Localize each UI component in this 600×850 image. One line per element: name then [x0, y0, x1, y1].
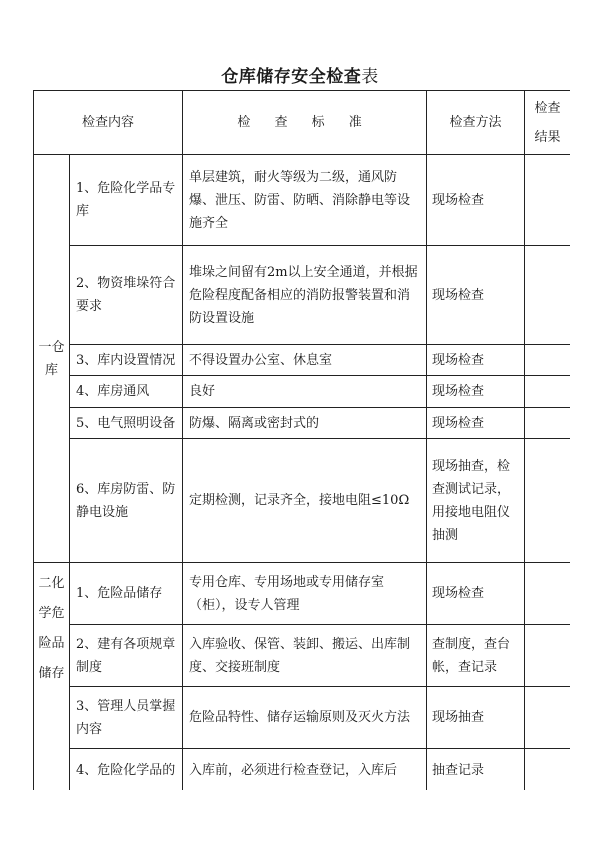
method-cell: 查制度，查台帐，查记录: [427, 625, 525, 687]
table-row: [34, 439, 571, 563]
standard-cell: 专用仓库、专用场地或专用储存室（柜），设专人管理: [183, 563, 427, 625]
header-result-line1: 检查: [534, 100, 561, 116]
standard-cell: 单层建筑，耐火等级为二级，通风防爆、泄压、防雷、防晒、消除静电等设施齐全: [183, 155, 427, 246]
method-cell: 现场抽查，检查测试记录，用接地电阻仪抽测: [427, 439, 525, 563]
method-cell: 现场检查: [427, 408, 525, 439]
table-row: [34, 246, 571, 345]
page-title: 仓库储存安全检查表: [221, 67, 379, 87]
category-warehouse: 一仓库: [34, 155, 70, 563]
result-cell[interactable]: [525, 155, 570, 246]
result-cell[interactable]: [525, 439, 570, 563]
table-row: [34, 749, 571, 791]
result-cell[interactable]: [525, 749, 570, 791]
item-cell: 5、电气照明设备: [70, 408, 183, 439]
table-row: [34, 687, 571, 749]
item-cell: 4、危险化学品的: [70, 749, 183, 791]
header-result: [525, 91, 570, 155]
method-cell: 现场检查: [427, 155, 525, 246]
standard-cell: 堆垛之间留有2m以上安全通道，并根据危险程度配备相应的消防报警装置和消防设置设施: [183, 246, 427, 345]
table-row: [34, 625, 571, 687]
standard-cell: 入库前，必须进行检查登记，入库后: [183, 749, 427, 791]
category-hazmat-storage: 二化学危险品储存: [34, 563, 70, 791]
standard-cell: 定期检测，记录齐全，接地电阻≤10Ω: [183, 439, 427, 563]
item-cell: 3、库内设置情况: [70, 345, 183, 376]
table-row: [34, 376, 571, 408]
method-cell: 现场抽查: [427, 687, 525, 749]
result-cell[interactable]: [525, 345, 570, 376]
header-standard: 检 查 标 准: [183, 91, 427, 155]
inspection-table: [33, 90, 570, 790]
method-cell: 现场检查: [427, 563, 525, 625]
result-cell[interactable]: [525, 625, 570, 687]
table-row: [34, 155, 571, 246]
inspection-table-container: [33, 90, 570, 790]
item-cell: 4、库房通风: [70, 376, 183, 408]
standard-cell: 良好: [183, 376, 427, 408]
standard-cell: 入库验收、保管、装卸、搬运、出库制度、交接班制度: [183, 625, 427, 687]
item-cell: 1、危险化学品专库: [70, 155, 183, 246]
header-result-line2: 结果: [534, 129, 561, 145]
method-cell: 现场检查: [427, 376, 525, 408]
standard-cell: 不得设置办公室、休息室: [183, 345, 427, 376]
header-row: [34, 91, 571, 155]
standard-cell: 防爆、隔离或密封式的: [183, 408, 427, 439]
result-cell[interactable]: [525, 408, 570, 439]
result-cell[interactable]: [525, 376, 570, 408]
item-cell: 6、库房防雷、防静电设施: [70, 439, 183, 563]
standard-cell: 危险品特性、储存运输原则及灭火方法: [183, 687, 427, 749]
method-cell: 现场检查: [427, 246, 525, 345]
item-cell: 3、管理人员掌握内容: [70, 687, 183, 749]
table-row: [34, 408, 571, 439]
header-content: 检查内容: [34, 91, 183, 155]
item-cell: 1、危险品储存: [70, 563, 183, 625]
table-row: [34, 563, 571, 625]
result-cell[interactable]: [525, 246, 570, 345]
method-cell: 抽查记录: [427, 749, 525, 791]
result-cell[interactable]: [525, 563, 570, 625]
method-cell: 现场检查: [427, 345, 525, 376]
header-method: 检查方法: [427, 91, 525, 155]
item-cell: 2、建有各项规章制度: [70, 625, 183, 687]
result-cell[interactable]: [525, 687, 570, 749]
table-row: [34, 345, 571, 376]
item-cell: 2、物资堆垛符合要求: [70, 246, 183, 345]
